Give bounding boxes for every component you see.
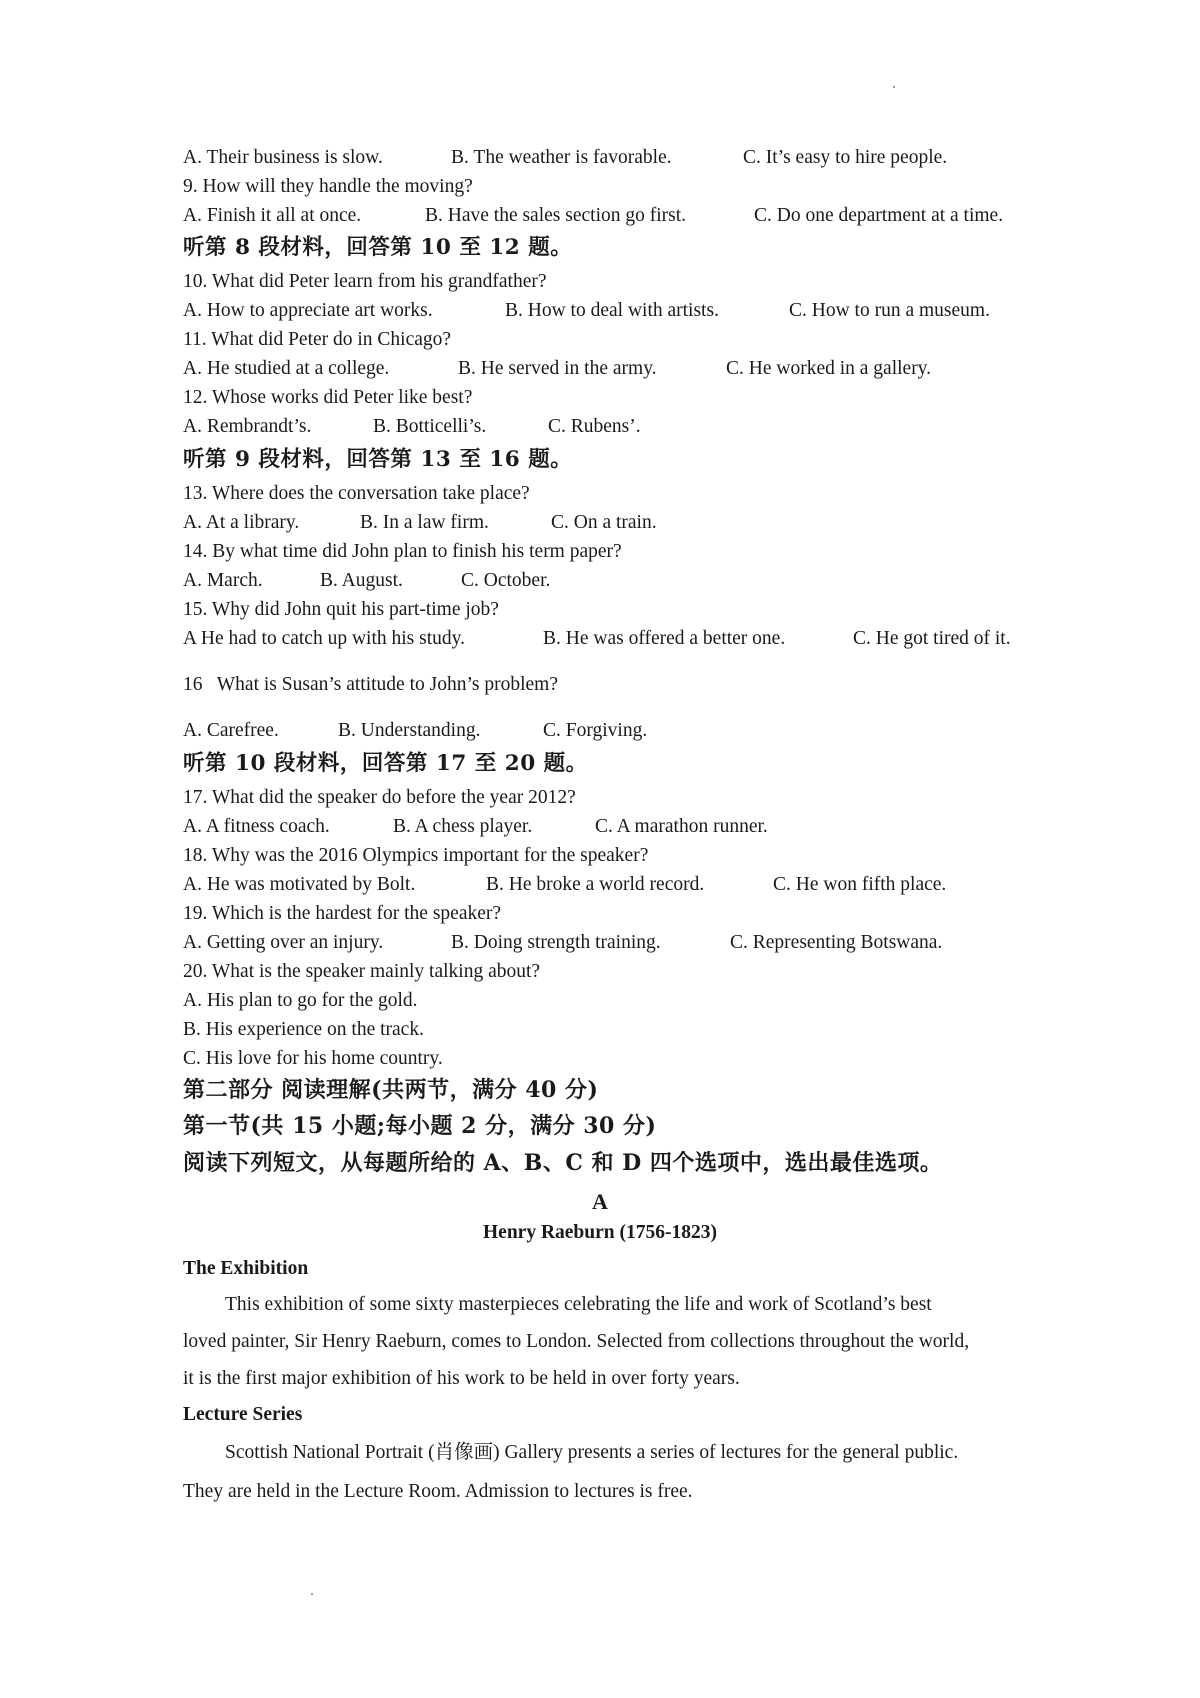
question: 16 What is Susan’s attitude to John’s problem? bbox=[183, 674, 558, 695]
passage-letter: A bbox=[592, 1189, 608, 1214]
question: 18. Why was the 2016 Olympics important for the speaker? bbox=[183, 845, 649, 866]
option: A. Carefree. bbox=[183, 720, 279, 741]
paragraph-line: loved painter, Sir Henry Raeburn, comes to London. Selected from collections throughout the world, bbox=[183, 1331, 970, 1352]
option: B. Botticelli’s. bbox=[373, 416, 487, 437]
scan-speck bbox=[311, 1593, 313, 1595]
paragraph-line: They are held in the Lecture Room. Admission to lectures is free. bbox=[183, 1481, 693, 1502]
option: A. How to appreciate art works. bbox=[183, 300, 433, 321]
part-heading: 第二部分 阅读理解(共两节，满分 40 分) bbox=[183, 1077, 599, 1103]
question: 14. By what time did John plan to finish his term paper? bbox=[183, 541, 622, 562]
option: C. He won fifth place. bbox=[773, 874, 947, 895]
option: B. He served in the army. bbox=[458, 358, 657, 379]
option: C. How to run a museum. bbox=[789, 300, 990, 321]
option: C. October. bbox=[461, 570, 551, 591]
option: B. The weather is favorable. bbox=[451, 147, 672, 168]
paragraph-line: This exhibition of some sixty masterpieces celebrating the life and work of Scotland’s best bbox=[225, 1294, 932, 1315]
option: B. Doing strength training. bbox=[451, 932, 661, 953]
question: 9. How will they handle the moving? bbox=[183, 176, 473, 197]
option: A. Rembrandt’s. bbox=[183, 416, 312, 437]
option: C. Rubens’. bbox=[548, 416, 641, 437]
question: 10. What did Peter learn from his grandfather? bbox=[183, 271, 547, 292]
option: B. He broke a world record. bbox=[486, 874, 705, 895]
option: C. Representing Botswana. bbox=[730, 932, 943, 953]
option: A. Their business is slow. bbox=[183, 147, 383, 168]
option: A. Getting over an injury. bbox=[183, 932, 384, 953]
question: 11. What did Peter do in Chicago? bbox=[183, 329, 452, 350]
option: A. He studied at a college. bbox=[183, 358, 390, 379]
option: C. He worked in a gallery. bbox=[726, 358, 932, 379]
option: C. It’s easy to hire people. bbox=[743, 147, 948, 168]
subheading: Lecture Series bbox=[183, 1404, 303, 1425]
option: B. A chess player. bbox=[393, 816, 533, 837]
option: A. He was motivated by Bolt. bbox=[183, 874, 416, 895]
passage-title: Henry Raeburn (1756-1823) bbox=[483, 1222, 717, 1243]
section-heading: 听第 8 段材料，回答第 10 至 12 题。 bbox=[183, 235, 573, 260]
section-heading: 听第 9 段材料，回答第 13 至 16 题。 bbox=[183, 447, 573, 472]
option: C. A marathon runner. bbox=[595, 816, 768, 837]
option: C. He got tired of it. bbox=[853, 628, 1011, 649]
scan-speck bbox=[893, 86, 895, 88]
question: 20. What is the speaker mainly talking about? bbox=[183, 961, 541, 982]
question: 15. Why did John quit his part-time job? bbox=[183, 599, 499, 620]
option: A He had to catch up with his study. bbox=[183, 628, 465, 649]
option: B. He was offered a better one. bbox=[543, 628, 786, 649]
option: C. Forgiving. bbox=[543, 720, 648, 741]
option: C. His love for his home country. bbox=[183, 1048, 443, 1069]
instructions: 阅读下列短文，从每题所给的 A、B、C 和 D 四个选项中，选出最佳选项。 bbox=[183, 1150, 943, 1176]
option: B. Understanding. bbox=[338, 720, 481, 741]
option: C. On a train. bbox=[551, 512, 657, 533]
paragraph-line: it is the first major exhibition of his work to be held in over forty years. bbox=[183, 1368, 740, 1389]
paragraph-line: Scottish National Portrait (肖像画) Gallery presents a series of lectures for the general public. bbox=[225, 1442, 959, 1463]
question: 13. Where does the conversation take place? bbox=[183, 483, 530, 504]
option: A. A fitness coach. bbox=[183, 816, 330, 837]
option: C. Do one department at a time. bbox=[754, 205, 1004, 226]
section-heading: 第一节(共 15 小题;每小题 2 分，满分 30 分) bbox=[183, 1113, 657, 1139]
option: B. Have the sales section go first. bbox=[425, 205, 687, 226]
option: A. At a library. bbox=[183, 512, 300, 533]
option: B. His experience on the track. bbox=[183, 1019, 424, 1040]
option: A. Finish it all at once. bbox=[183, 205, 362, 226]
option: B. How to deal with artists. bbox=[505, 300, 719, 321]
subheading: The Exhibition bbox=[183, 1258, 309, 1279]
section-heading: 听第 10 段材料，回答第 17 至 20 题。 bbox=[183, 751, 588, 776]
question: 19. Which is the hardest for the speaker? bbox=[183, 903, 502, 924]
option: A. March. bbox=[183, 570, 263, 591]
option: B. August. bbox=[320, 570, 403, 591]
question: 17. What did the speaker do before the year 2012? bbox=[183, 787, 576, 808]
option: B. In a law firm. bbox=[360, 512, 489, 533]
question: 12. Whose works did Peter like best? bbox=[183, 387, 473, 408]
option: A. His plan to go for the gold. bbox=[183, 990, 418, 1011]
